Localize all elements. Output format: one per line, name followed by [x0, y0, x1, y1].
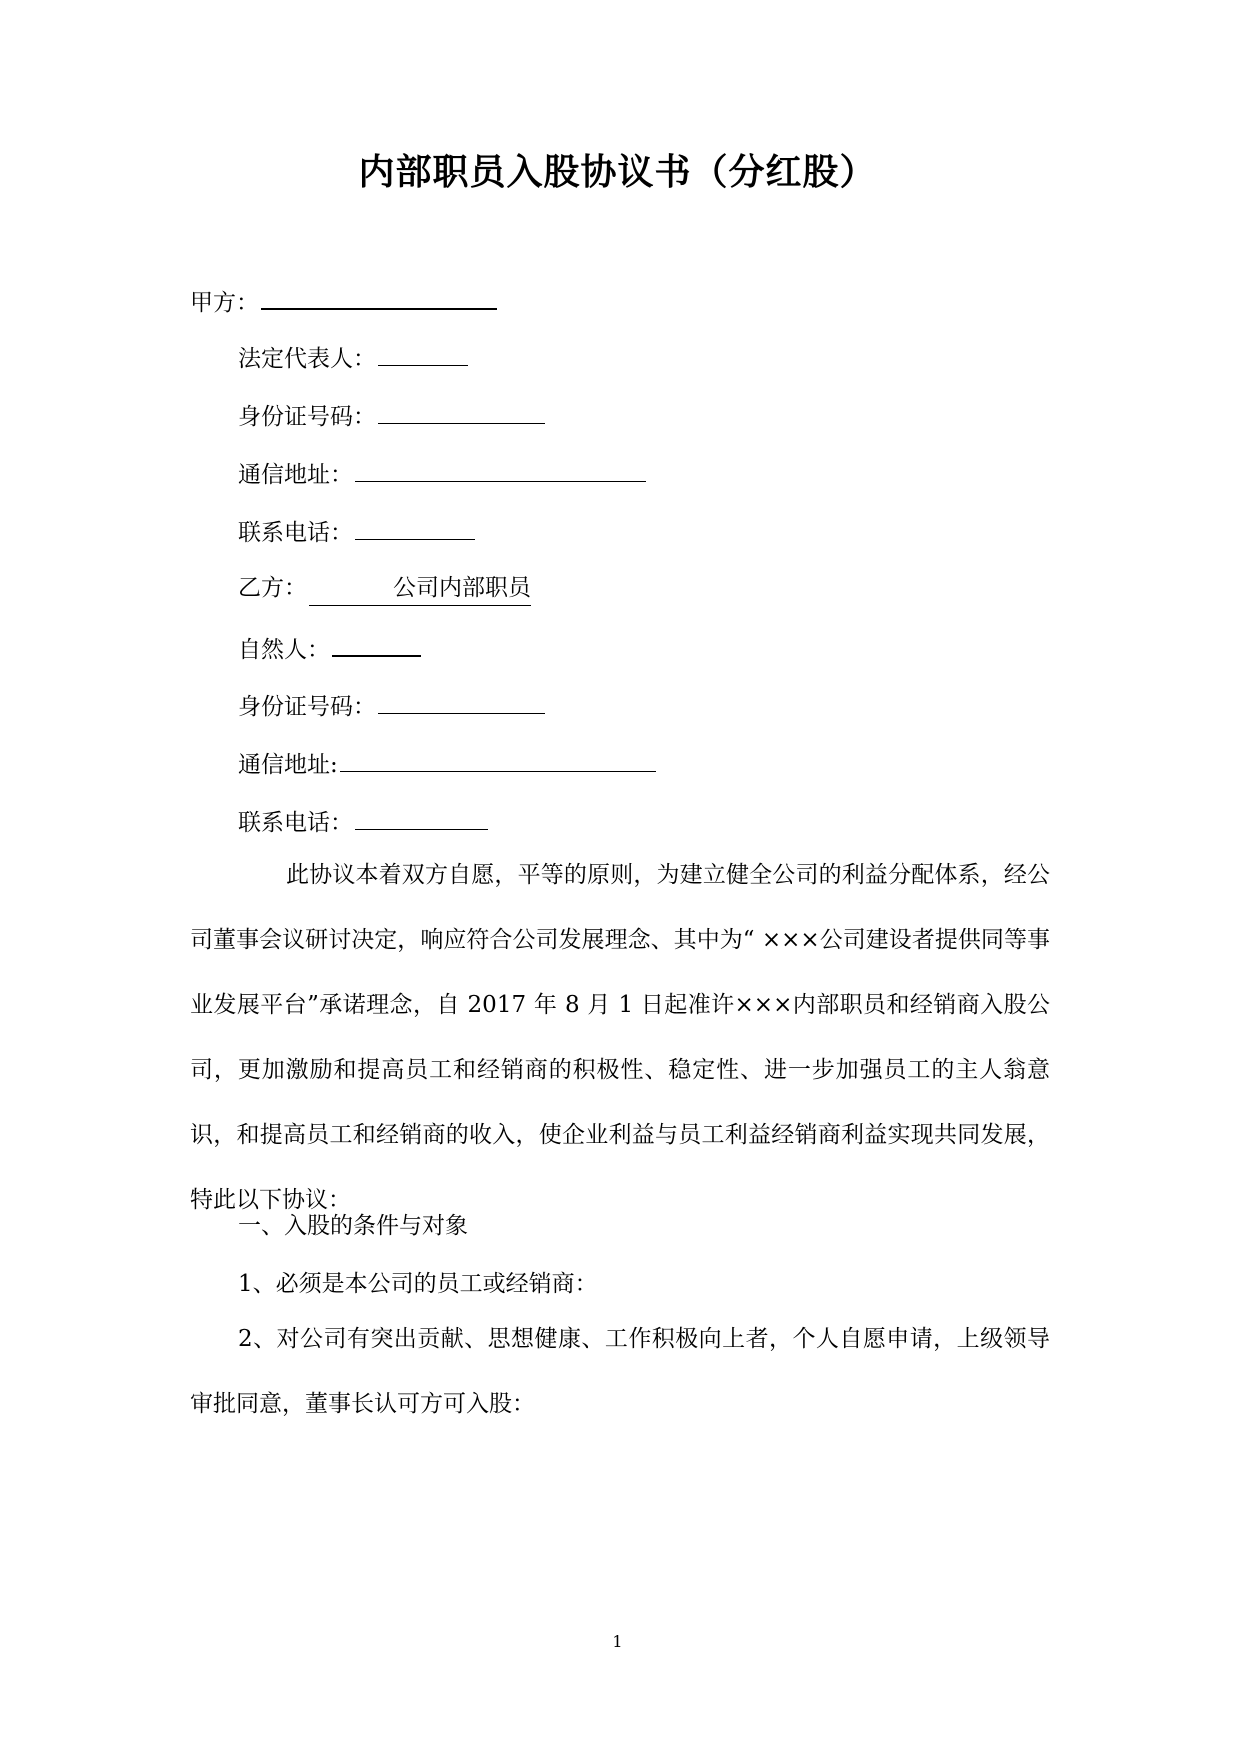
- party-a-phone-blank: [355, 513, 475, 540]
- party-b-id-blank: [378, 687, 545, 714]
- party-b-address-line: [238, 745, 656, 782]
- party-a-id-label: 身份证号码：: [238, 404, 376, 430]
- party-a-legal-rep-line: [238, 339, 468, 376]
- legal-rep-label: 法定代表人：: [238, 346, 376, 372]
- party-b-person-line: [238, 629, 421, 667]
- legal-rep-blank: [378, 339, 468, 366]
- party-b-line: [238, 571, 531, 606]
- party-a-line: [190, 282, 497, 320]
- party-a-label: 甲方：: [190, 290, 259, 316]
- party-a-id-blank: [378, 397, 545, 424]
- clause-2: 2、对公司有突出贡献、思想健康、工作积极向上者，个人自愿申请，上级领导审批同意，董事长认可方可入股：: [190, 1326, 1050, 1417]
- party-b-phone-label: 联系电话：: [238, 810, 353, 836]
- page-number: 1: [612, 1632, 623, 1651]
- party-a-phone-line: [238, 513, 475, 550]
- party-a-blank: [261, 282, 497, 310]
- party-b-id-line: [238, 687, 545, 724]
- party-a-id-line: [238, 397, 545, 434]
- document-title: 内部职员入股协议书（分红股）: [358, 151, 877, 193]
- party-a-address-blank: [355, 455, 646, 482]
- party-b-address-label: 通信地址:: [238, 752, 338, 778]
- party-b-company: 公司内部职员: [309, 571, 531, 606]
- party-b-id-label: 身份证号码：: [238, 694, 376, 720]
- party-b-label: 乙方：: [238, 575, 307, 601]
- party-b-phone-line: [238, 803, 488, 840]
- party-a-address-line: [238, 455, 646, 492]
- clause-1: 1、必须是本公司的员工或经销商：: [238, 1271, 598, 1297]
- party-a-address-label: 通信地址：: [238, 462, 353, 488]
- section-1-heading: 一、入股的条件与对象: [238, 1213, 468, 1239]
- party-b-phone-blank: [355, 803, 488, 830]
- party-b-address-blank: [340, 745, 656, 772]
- party-b-person-label: 自然人：: [238, 637, 330, 663]
- party-b-person-blank: [332, 629, 421, 657]
- party-a-phone-label: 联系电话：: [238, 520, 353, 546]
- intro-paragraph: 此协议本着双方自愿，平等的原则，为建立健全公司的利益分配体系，经公司董事会议研讨决定，响应符合公司发展理念、其中为“ ×××公司建设者提供同等事业发展平台”承诺理念，自 2017 年 8 月 1 日起准许×××内部职员和经销商入股公司，更加激励和提高员工和经销商的积极性、稳定性、进一步加强员工的主人翁意识，和提高员工和经销商的收入，使企业利益与员工利益经销商利益实现共同发展，特此以下协议：: [190, 862, 1050, 1213]
